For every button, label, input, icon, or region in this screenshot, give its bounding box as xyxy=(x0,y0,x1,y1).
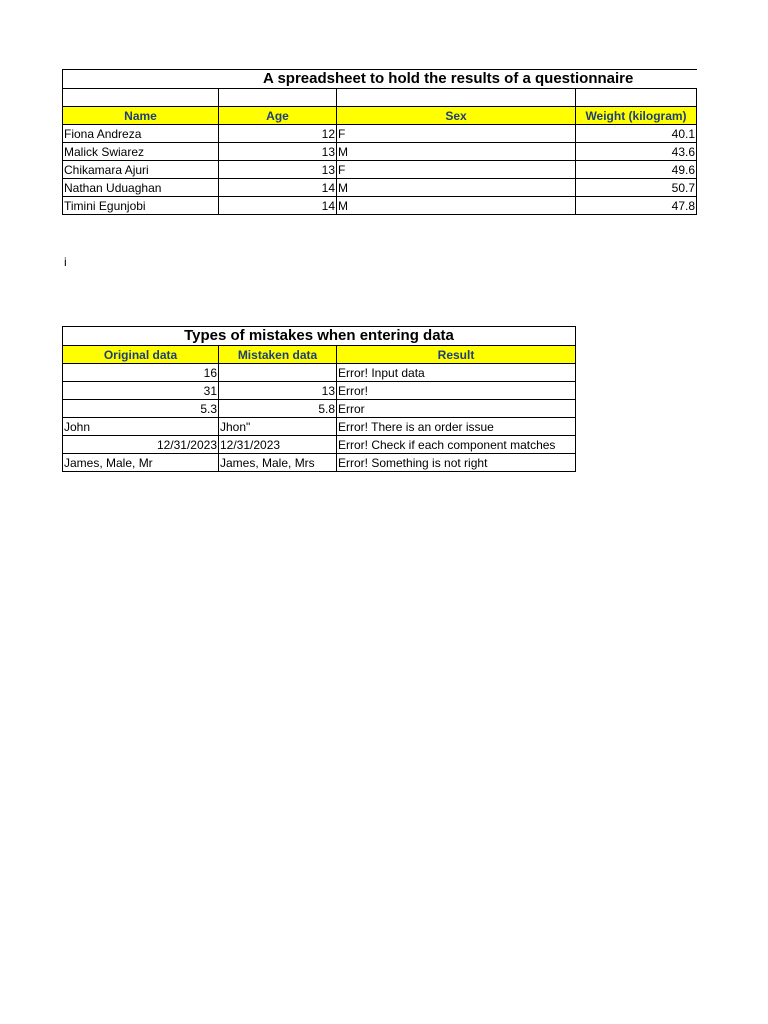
original-cell[interactable]: 5.3 xyxy=(63,400,219,418)
questionnaire-title[interactable]: A spreadsheet to hold the results of a questionnaire xyxy=(63,70,697,89)
header-sex[interactable]: Sex xyxy=(337,107,576,125)
stray-cell-text[interactable]: i xyxy=(64,255,67,269)
age-cell[interactable]: 14 xyxy=(219,197,337,215)
mistaken-cell[interactable]: 12/31/2023 xyxy=(219,436,337,454)
table-row xyxy=(63,454,576,472)
original-cell[interactable]: James, Male, Mr xyxy=(63,454,219,472)
header-original[interactable]: Original data xyxy=(63,346,219,364)
sex-cell[interactable]: F xyxy=(337,125,576,143)
weight-cell[interactable]: 47.8 xyxy=(576,197,697,215)
table-row xyxy=(63,400,576,418)
questionnaire-table xyxy=(62,69,697,215)
weight-cell[interactable]: 49.6 xyxy=(576,161,697,179)
cell[interactable] xyxy=(337,89,576,107)
sex-cell[interactable]: F xyxy=(337,161,576,179)
age-cell[interactable]: 12 xyxy=(219,125,337,143)
original-cell[interactable]: John xyxy=(63,418,219,436)
age-cell[interactable]: 13 xyxy=(219,143,337,161)
name-cell[interactable]: Fiona Andreza xyxy=(63,125,219,143)
result-cell[interactable]: Error! Check if each component matches xyxy=(337,436,576,454)
result-cell[interactable]: Error! Input data xyxy=(337,364,576,382)
result-cell[interactable]: Error xyxy=(337,400,576,418)
header-result[interactable]: Result xyxy=(337,346,576,364)
mistaken-cell[interactable] xyxy=(219,364,337,382)
age-cell[interactable]: 14 xyxy=(219,179,337,197)
weight-cell[interactable]: 40.1 xyxy=(576,125,697,143)
mistakes-title[interactable]: Types of mistakes when entering data xyxy=(63,327,576,346)
mistakes-table xyxy=(62,326,576,472)
table-row xyxy=(63,143,697,161)
original-cell[interactable]: 31 xyxy=(63,382,219,400)
cell[interactable] xyxy=(576,89,697,107)
table-row xyxy=(63,197,697,215)
age-cell[interactable]: 13 xyxy=(219,161,337,179)
original-cell[interactable]: 12/31/2023 xyxy=(63,436,219,454)
weight-cell[interactable]: 50.7 xyxy=(576,179,697,197)
table-row xyxy=(63,382,576,400)
header-name[interactable]: Name xyxy=(63,107,219,125)
weight-cell[interactable]: 43.6 xyxy=(576,143,697,161)
mistaken-cell[interactable]: 5.8 xyxy=(219,400,337,418)
header-mistaken[interactable]: Mistaken data xyxy=(219,346,337,364)
table-row xyxy=(63,179,697,197)
table-row xyxy=(63,161,697,179)
table-row xyxy=(63,418,576,436)
sex-cell[interactable]: M xyxy=(337,179,576,197)
mistaken-cell[interactable]: Jhon" xyxy=(219,418,337,436)
cell[interactable] xyxy=(63,89,219,107)
original-cell[interactable]: 16 xyxy=(63,364,219,382)
result-cell[interactable]: Error! There is an order issue xyxy=(337,418,576,436)
result-cell[interactable]: Error! xyxy=(337,382,576,400)
sex-cell[interactable]: M xyxy=(337,143,576,161)
header-age[interactable]: Age xyxy=(219,107,337,125)
name-cell[interactable]: Chikamara Ajuri xyxy=(63,161,219,179)
table-row xyxy=(63,364,576,382)
cell[interactable] xyxy=(219,89,337,107)
header-weight[interactable]: Weight (kilogram) xyxy=(576,107,697,125)
name-cell[interactable]: Nathan Uduaghan xyxy=(63,179,219,197)
table-row xyxy=(63,436,576,454)
name-cell[interactable]: Malick Swiarez xyxy=(63,143,219,161)
mistaken-cell[interactable]: James, Male, Mrs xyxy=(219,454,337,472)
mistaken-cell[interactable]: 13 xyxy=(219,382,337,400)
table-row xyxy=(63,125,697,143)
name-cell[interactable]: Timini Egunjobi xyxy=(63,197,219,215)
sex-cell[interactable]: M xyxy=(337,197,576,215)
result-cell[interactable]: Error! Something is not right xyxy=(337,454,576,472)
